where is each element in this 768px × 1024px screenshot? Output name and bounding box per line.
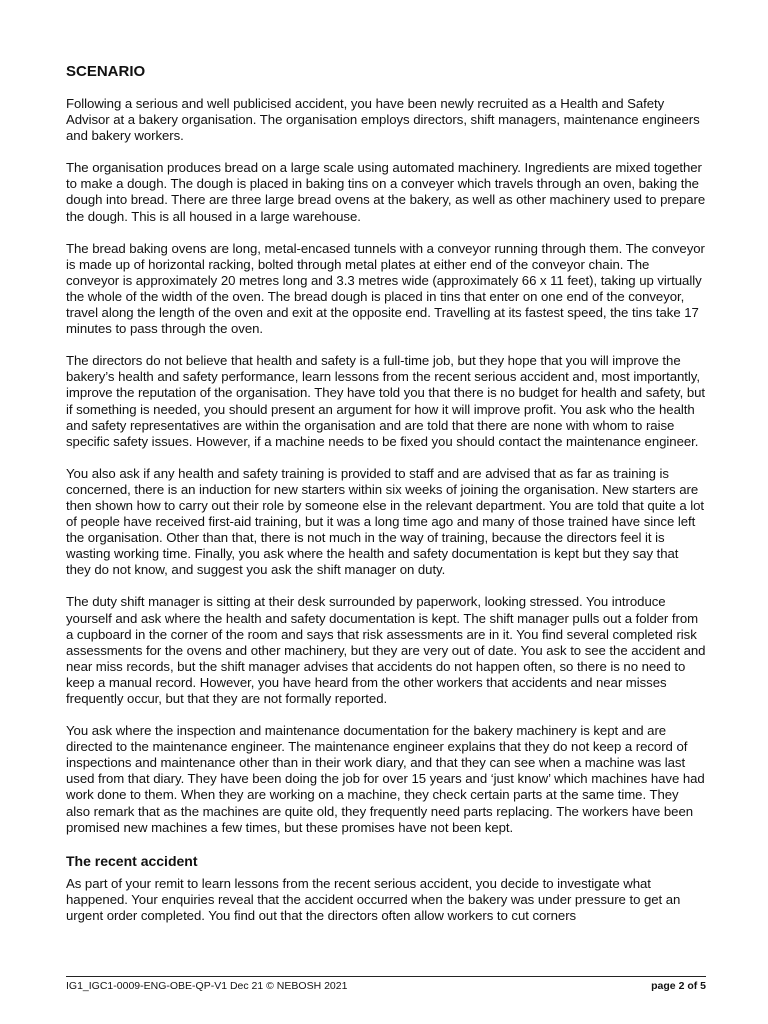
paragraph-training: You also ask if any health and safety training is provided to staff and are advised that as far as training is concerned, there is an induction for new starters within six weeks of joining the organisation. New starters are then shown how to carry out their role by someone else in the relevant department. You are told that quite a lot of people have received first-aid training, but it was a long time ago and many of those trained have since left the organisation. Other than that, there is not much in the way of training, because the directors feel it is wasting working time. Finally, you ask where the health and safety documentation is kept but they say that they do not know, and suggest you ask the shift manager on duty.	[66, 465, 705, 578]
scenario-heading: SCENARIO	[66, 63, 146, 80]
document-body	[66, 62, 706, 940]
page-number: page 2 of 5	[651, 980, 706, 992]
paragraph-ovens: The bread baking ovens are long, metal-encased tunnels with a conveyor running through them. The conveyor is made up of horizontal racking, bolted through metal plates at either end of the conveyor chain. The conveyor is approximately 20 metres long and 3.3 metres wide (approximately 66 x 11 feet), taking up virtually the whole of the width of the oven. The bread dough is placed in tins that enter on one end of the conveyor, travel along the length of the oven and exit at the opposite end. Travelling at its fastest speed, the tins take 17 minutes to pass through the oven.	[66, 240, 705, 337]
paragraph-production: The organisation produces bread on a large scale using automated machinery. Ingredients are mixed together to make a dough. The dough is placed in baking tins on a conveyer which travels through an oven, baking the dough into bread. There are three large bread ovens at the bakery, as well as other machinery used to prepare the dough. This is all housed in a large warehouse.	[66, 160, 706, 224]
paragraph-accident: As part of your remit to learn lessons from the recent serious accident, you decide to investigate what happened. Your enquiries reveal that the accident occurred when the bakery was under pressure to get an urgent order completed. You find out that the directors often allow workers to cut corners	[66, 875, 681, 923]
paragraph-directors: The directors do not believe that health and safety is a full-time job, but they hope that you will improve the bakery’s health and safety performance, learn lessons from the recent serious accident and, most importantly, improve the reputation of the organisation. They have told you that there is no budget for health and safety, but if something is needed, you should present an argument for how it will improve profit. You ask who the health and safety representatives are within the organisation and are told that there are none with whom to raise specific safety issues. However, if a machine needs to be fixed you should contact the maintenance engineer.	[66, 353, 706, 449]
paragraph-intro: Following a serious and well publicised accident, you have been newly recruited as a Health and Safety Advisor at a bakery organisation. The organisation employs directors, shift managers, maintenance engineers and bakery workers.	[66, 96, 700, 144]
section-heading: The recent accident	[66, 852, 198, 869]
paragraph-shift-manager: The duty shift manager is sitting at their desk surrounded by paperwork, looking stressed. You introduce yourself and ask where the health and safety documentation is kept. The shift manager pulls out a folder from a cupboard in the corner of the room and says that risk assessments are in it. You find several completed risk assessments for the ovens and other machinery, but they are very out of date. You ask to see the accident and near miss records, but the shift manager advises that accidents do not happen often, so there is no need to keep a manual record. However, you have heard from the other workers that accidents and near misses frequently occur, but that they are not formally reported.	[66, 594, 706, 706]
document-reference: IG1_IGC1-0009-ENG-OBE-QP-V1 Dec 21 © NEBOSH 2021	[66, 980, 348, 992]
paragraph-maintenance: You ask where the inspection and maintenance documentation for the bakery machinery is kept and are directed to the maintenance engineer. The maintenance engineer explains that they do not keep a record of inspections and maintenance other than in their work diary, and that they can see when a machine was last used from that diary. They have been doing the job for over 15 years and ‘just know’ which machines have had work done to them. When they are working on a machine, they check certain parts at the same time. They also remark that as the machines are quite old, they frequently need parts replacing. The workers have been promised new machines a few times, but these promises have not been kept.	[66, 723, 705, 835]
page-footer	[66, 976, 706, 992]
